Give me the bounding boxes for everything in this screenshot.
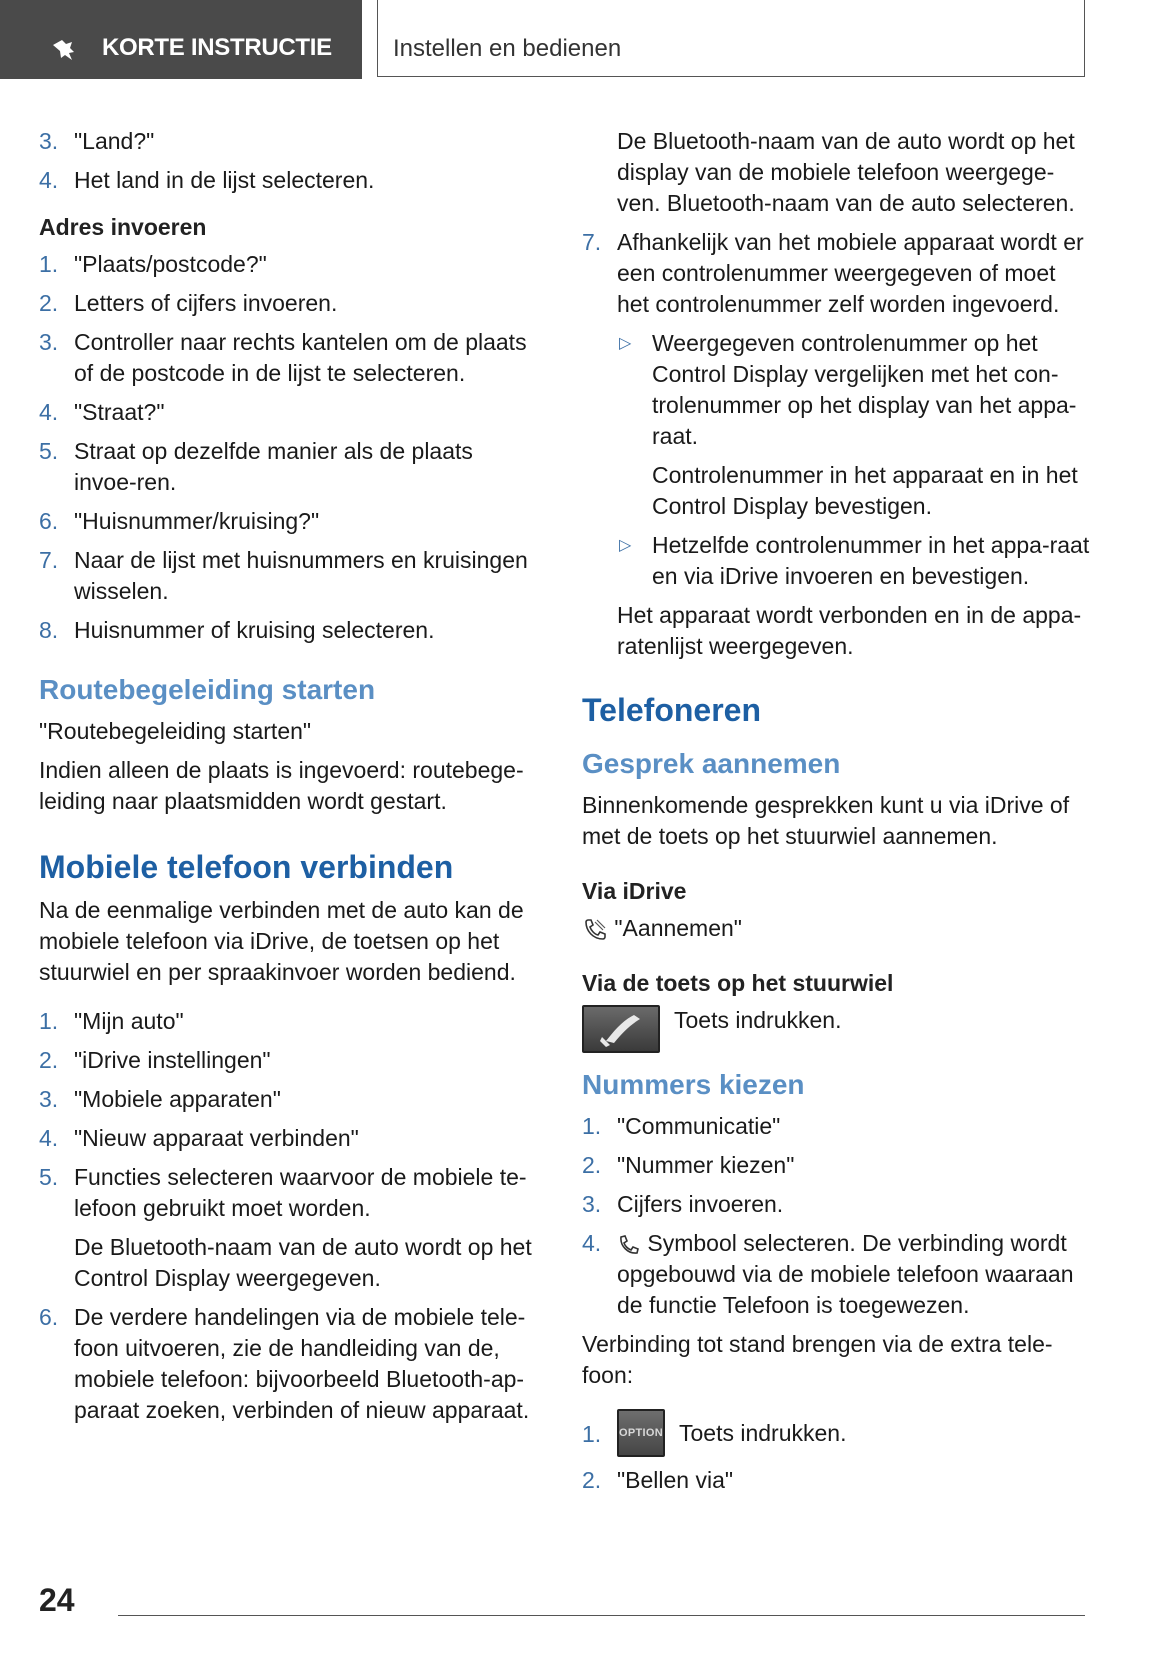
sub-bullet-text: Hetzelfde controlenummer in het appa-raat en via iDrive invoeren en bevestigen.: [652, 532, 1090, 589]
nummers-heading: Nummers kiezen: [582, 1069, 805, 1100]
list-item: [39, 1084, 539, 1115]
list-note: De Bluetooth-naam van de auto wordt op het Control Display weergegeven.: [74, 1234, 532, 1291]
list-number: 4.: [39, 399, 59, 425]
list-text: "Communicatie": [617, 1113, 781, 1139]
mobiel-intro: Na de eenmalige verbinden met de auto kan de mobiele telefoon via iDrive, de toetsen op het stuurwiel en per spraakinvoer worden bediend.: [39, 897, 524, 985]
list-text: De verdere handelingen via de mobiele tele-foon uitvoeren, zie de handleiding van de, mobiele telefoon: bijvoorbeeld Bluetooth-ap-paraat zoeken, verbinden of nieuw apparaat.: [74, 1304, 530, 1423]
list-text: Symbool selecteren. De verbinding wordt opgebouwd via de mobiele telefoon waaraan de functie Telefoon is toegewezen.: [617, 1230, 1074, 1318]
section-tab-label: KORTE INSTRUCTIE: [102, 34, 332, 61]
mobiel-heading: Mobiele telefoon verbinden: [39, 849, 454, 885]
list-text: Functies selecteren waarvoor de mobiele te-lefoon gebruikt moet worden.: [74, 1164, 527, 1221]
list-number: 2.: [39, 1047, 59, 1073]
toets-indrukken-text: Toets indrukken.: [674, 1007, 842, 1033]
continued-paragraph: De Bluetooth-naam van de auto wordt op het display van de mobiele telefoon weergege-ven. Bluetooth-naam van de auto selecteren.: [617, 128, 1075, 216]
list-text: "Huisnummer/kruising?": [74, 508, 320, 534]
list-number: 1.: [39, 1008, 59, 1034]
list-number: 2.: [39, 290, 59, 316]
gesprek-heading: Gesprek aannemen: [582, 748, 841, 779]
list-text: "Mobiele apparaten": [74, 1086, 281, 1112]
route-paragraph: "Routebegeleiding starten": [39, 718, 312, 744]
list-text: Huisnummer of kruising selecteren.: [74, 617, 435, 643]
list-number: 4.: [39, 167, 59, 193]
list-text: Letters of cijfers invoeren.: [74, 290, 338, 316]
list-item: [39, 545, 539, 607]
list-number: 6.: [39, 508, 59, 534]
list-item: [39, 249, 539, 280]
list-text: "Land?": [74, 128, 155, 154]
list-text: Controller naar rechts kantelen om de plaats of de postcode in de lijst te selecteren.: [74, 329, 527, 386]
list-number: 7.: [582, 229, 602, 255]
list-item: [582, 1228, 1090, 1321]
dial-phone-icon: [617, 1233, 641, 1257]
list-text: "Nieuw apparaat verbinden": [74, 1125, 359, 1151]
list-item: [582, 1150, 1090, 1181]
right-column: [582, 126, 1090, 1504]
list-number: 3.: [39, 128, 59, 154]
sub-bullet: [582, 530, 1090, 592]
list-text: "Nummer kiezen": [617, 1152, 795, 1178]
list-number: 5.: [39, 438, 59, 464]
list-number: 1.: [582, 1113, 602, 1139]
via-toets-heading: Via de toets op het stuurwiel: [582, 970, 894, 996]
route-paragraph: Indien alleen de plaats is ingevoerd: routebege-leiding naar plaatsmidden wordt gestart.: [39, 757, 524, 814]
triangle-bullet-icon: ▷: [619, 335, 632, 352]
list-number: 1.: [39, 251, 59, 277]
list-text: "Plaats/postcode?": [74, 251, 267, 277]
list-text: Cijfers invoeren.: [617, 1191, 784, 1217]
route-heading: Routebegeleiding starten: [39, 674, 376, 705]
list-text: "Mijn auto": [74, 1008, 184, 1034]
list-item: [39, 1123, 539, 1154]
footer-divider: [118, 1615, 1085, 1616]
list-number: 4.: [39, 1125, 59, 1151]
list-text: Naar de lijst met huisnummers en kruisingen wisselen.: [74, 547, 528, 604]
sub-bullet: [582, 328, 1090, 452]
list-item: [39, 1302, 539, 1426]
list-number: 2.: [582, 1152, 602, 1178]
result-paragraph: Het apparaat wordt verbonden en in de appa-ratenlijst weergegeven.: [617, 602, 1082, 659]
list-item: [39, 1162, 539, 1224]
list-item: [39, 327, 539, 389]
extra-phone-paragraph: Verbinding tot stand brengen via de extra tele-foon:: [582, 1331, 1053, 1388]
list-item: [39, 126, 539, 157]
toets-indrukken-text: Toets indrukken.: [679, 1419, 847, 1446]
sub-bullet-text: Weergegeven controlenummer op het Control Display vergelijken met het con-trolenummer op het display van het appa-raat.: [652, 330, 1077, 449]
list-item: [582, 227, 1090, 320]
list-number: 6.: [39, 1304, 59, 1330]
list-item: [39, 615, 539, 646]
telefoneren-heading: Telefoneren: [582, 692, 761, 728]
list-item: [39, 165, 539, 196]
list-item: [582, 1465, 1090, 1496]
left-column: [39, 126, 539, 1434]
list-text: "iDrive instellingen": [74, 1047, 271, 1073]
section-title: Instellen en bedienen: [393, 35, 622, 62]
list-number: 3.: [39, 329, 59, 355]
list-text: Straat op dezelfde manier als de plaats invoe-ren.: [74, 438, 473, 495]
list-item: [582, 1409, 1090, 1457]
list-item: [582, 1189, 1090, 1220]
pin-icon: [50, 36, 76, 62]
phone-key-row: [582, 1005, 1090, 1053]
list-number: 8.: [39, 617, 59, 643]
list-item: [39, 288, 539, 319]
header-tab: [0, 0, 362, 79]
list-text: Afhankelijk van het mobiele apparaat wordt er een controlenummer weergegeven of moet het controlenummer zelf worden ingevoerd.: [617, 229, 1084, 317]
list-text: "Straat?": [74, 399, 165, 425]
phone-handset-icon: [582, 917, 608, 943]
list-item: [582, 1111, 1090, 1142]
steering-wheel-phone-key-icon: [582, 1005, 660, 1053]
gesprek-paragraph: Binnenkomende gesprekken kunt u via iDrive of met de toets op het stuurwiel aannemen.: [582, 792, 1070, 849]
list-number: 5.: [39, 1164, 59, 1190]
list-item: [39, 1045, 539, 1076]
list-number: 3.: [39, 1086, 59, 1112]
option-key-icon: OPTION: [617, 1409, 665, 1457]
list-item: [39, 506, 539, 537]
aannemen-row: [582, 913, 1090, 944]
list-number: 2.: [582, 1467, 602, 1493]
list-item: [39, 397, 539, 428]
header-section-box: [377, 0, 1085, 77]
sub-bullet-continuation: Controlenummer in het apparaat en in het Control Display bevestigen.: [652, 462, 1078, 519]
list-text: Het land in de lijst selecteren.: [74, 167, 375, 193]
triangle-bullet-icon: ▷: [619, 537, 632, 554]
list-number: 1.: [582, 1421, 602, 1447]
page-number: 24: [39, 1582, 75, 1618]
list-text: "Bellen via": [617, 1467, 734, 1493]
list-number: 7.: [39, 547, 59, 573]
via-idrive-heading: Via iDrive: [582, 878, 687, 904]
list-number: 3.: [582, 1191, 602, 1217]
adres-heading: Adres invoeren: [39, 214, 207, 240]
list-item: [39, 1006, 539, 1037]
list-number: 4.: [582, 1230, 602, 1256]
list-item: [39, 436, 539, 498]
aannemen-text: "Aannemen": [614, 915, 742, 941]
